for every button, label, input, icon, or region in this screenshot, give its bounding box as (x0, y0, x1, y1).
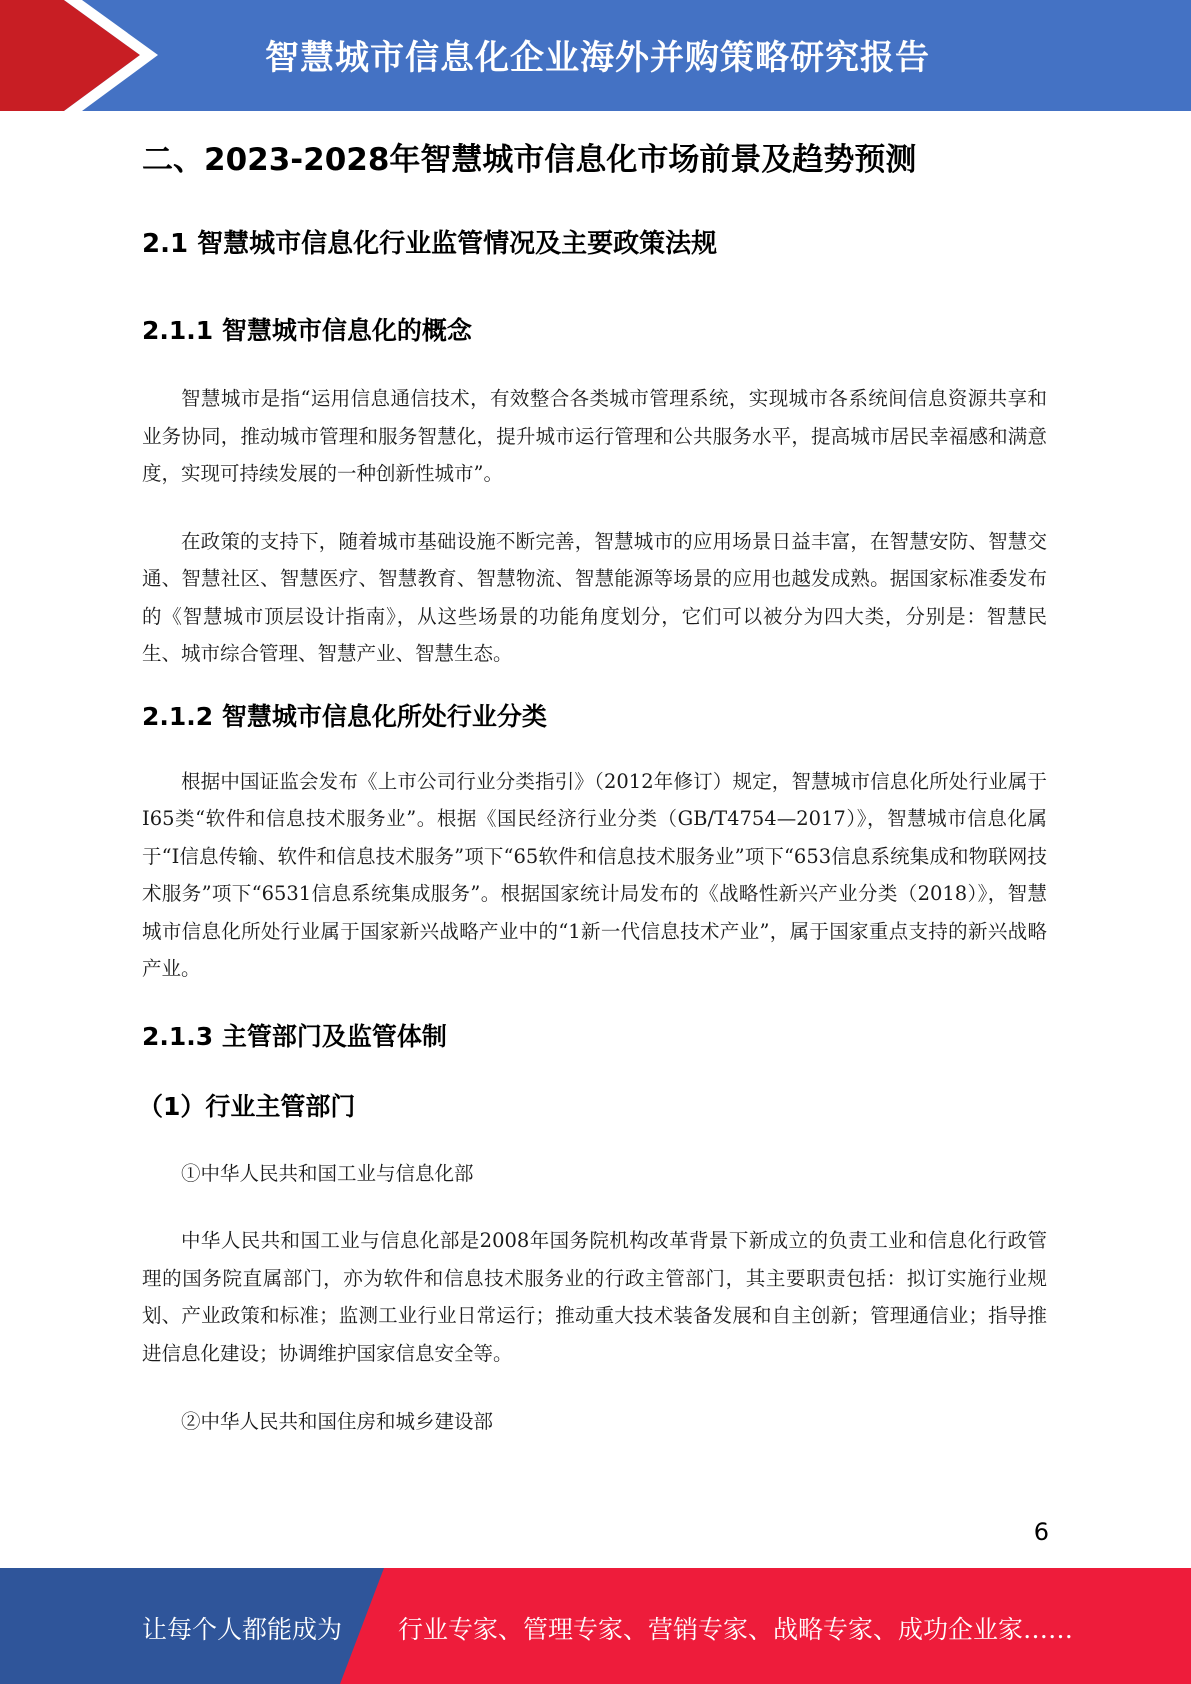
page-header (0, 0, 1191, 111)
miit-heading: ①中华人民共和国工业与信息化部 (181, 1161, 474, 1185)
section-2-1-1-title: 2.1.1 智慧城市信息化的概念 (142, 316, 472, 345)
section-2-1-2-title: 2.1.2 智慧城市信息化所处行业分类 (142, 701, 547, 731)
footer-slogan-left: 让每个人都能成为 (142, 1615, 343, 1644)
concept-paragraph-1: 智慧城市是指“运用信息通信技术，有效整合各类城市管理系统，实现城市各系统间信息资源共享和业务协同，推动城市管理和服务智慧化，提升城市运行管理和公共服务水平，提高城市居民幸福感和满意度，实现可持续发展的一种创新性城市”。 (142, 387, 1047, 485)
section-2-1-3-title: 2.1.3 主管部门及监管体制 (142, 1021, 447, 1051)
subsection-authority-title: （1）行业主管部门 (138, 1091, 356, 1121)
chapter-title: 二、2023-2028年智慧城市信息化市场前景及趋势预测 (142, 142, 917, 178)
footer-slogan-right: 行业专家、管理专家、营销专家、战略专家、成功企业家…… (398, 1615, 1074, 1644)
mohurd-heading: ②中华人民共和国住房和城乡建设部 (181, 1410, 494, 1433)
report-title: 智慧城市信息化企业海外并购策略研究报告 (265, 38, 930, 78)
page-number: 6 (1033, 1518, 1049, 1546)
concept-paragraph-2: 在政策的支持下，随着城市基础设施不断完善，智慧城市的应用场景日益丰富，在智慧安防、智慧交通、智慧社区、智慧医疗、智慧教育、智慧物流、智慧能源等场景的应用也越发成熟。据国家标准委发布的《智慧城市顶层设计指南》，从这些场景的功能角度划分，它们可以被分为四大类，分别是：智慧民生、城市综合管理、智慧产业、智慧生态。 (142, 529, 1047, 665)
page-footer (0, 1568, 1191, 1684)
classification-paragraph: 根据中国证监会发布《上市公司行业分类指引》（2012年修订）规定，智慧城市信息化所处行业属于I65类“软件和信息技术服务业”。根据《国民经济行业分类（GB/T4754—2017）》，智慧城市信息化属于“I信息传输、软件和信息技术服务”项下“65软件和信息技术服务业”项下“653信息系统集成和物联网技术服务”项下“6531信息系统集成服务”。根据国家统计局发布的《战略性新兴产业分类（2018）》，智慧城市信息化所处行业属于国家新兴战略产业中的“1新一代信息技术产业”，属于国家重点支持的新兴战略产业。 (142, 769, 1047, 980)
section-2-1-title: 2.1 智慧城市信息化行业监管情况及主要政策法规 (142, 229, 718, 259)
page-content (138, 140, 1047, 1441)
header-arrow-decoration (0, 0, 160, 111)
miit-paragraph: 中华人民共和国工业与信息化部是2008年国务院机构改革背景下新成立的负责工业和信息化行政管理的国务院直属部门，亦为软件和信息技术服务业的行政主管部门，其主要职责包括：拟订实施行业规划、产业政策和标准；监测工业行业日常运行；推动重大技术装备发展和自主创新；管理通信业；指导推进信息化建设；协调维护国家信息安全等。 (142, 1229, 1047, 1365)
